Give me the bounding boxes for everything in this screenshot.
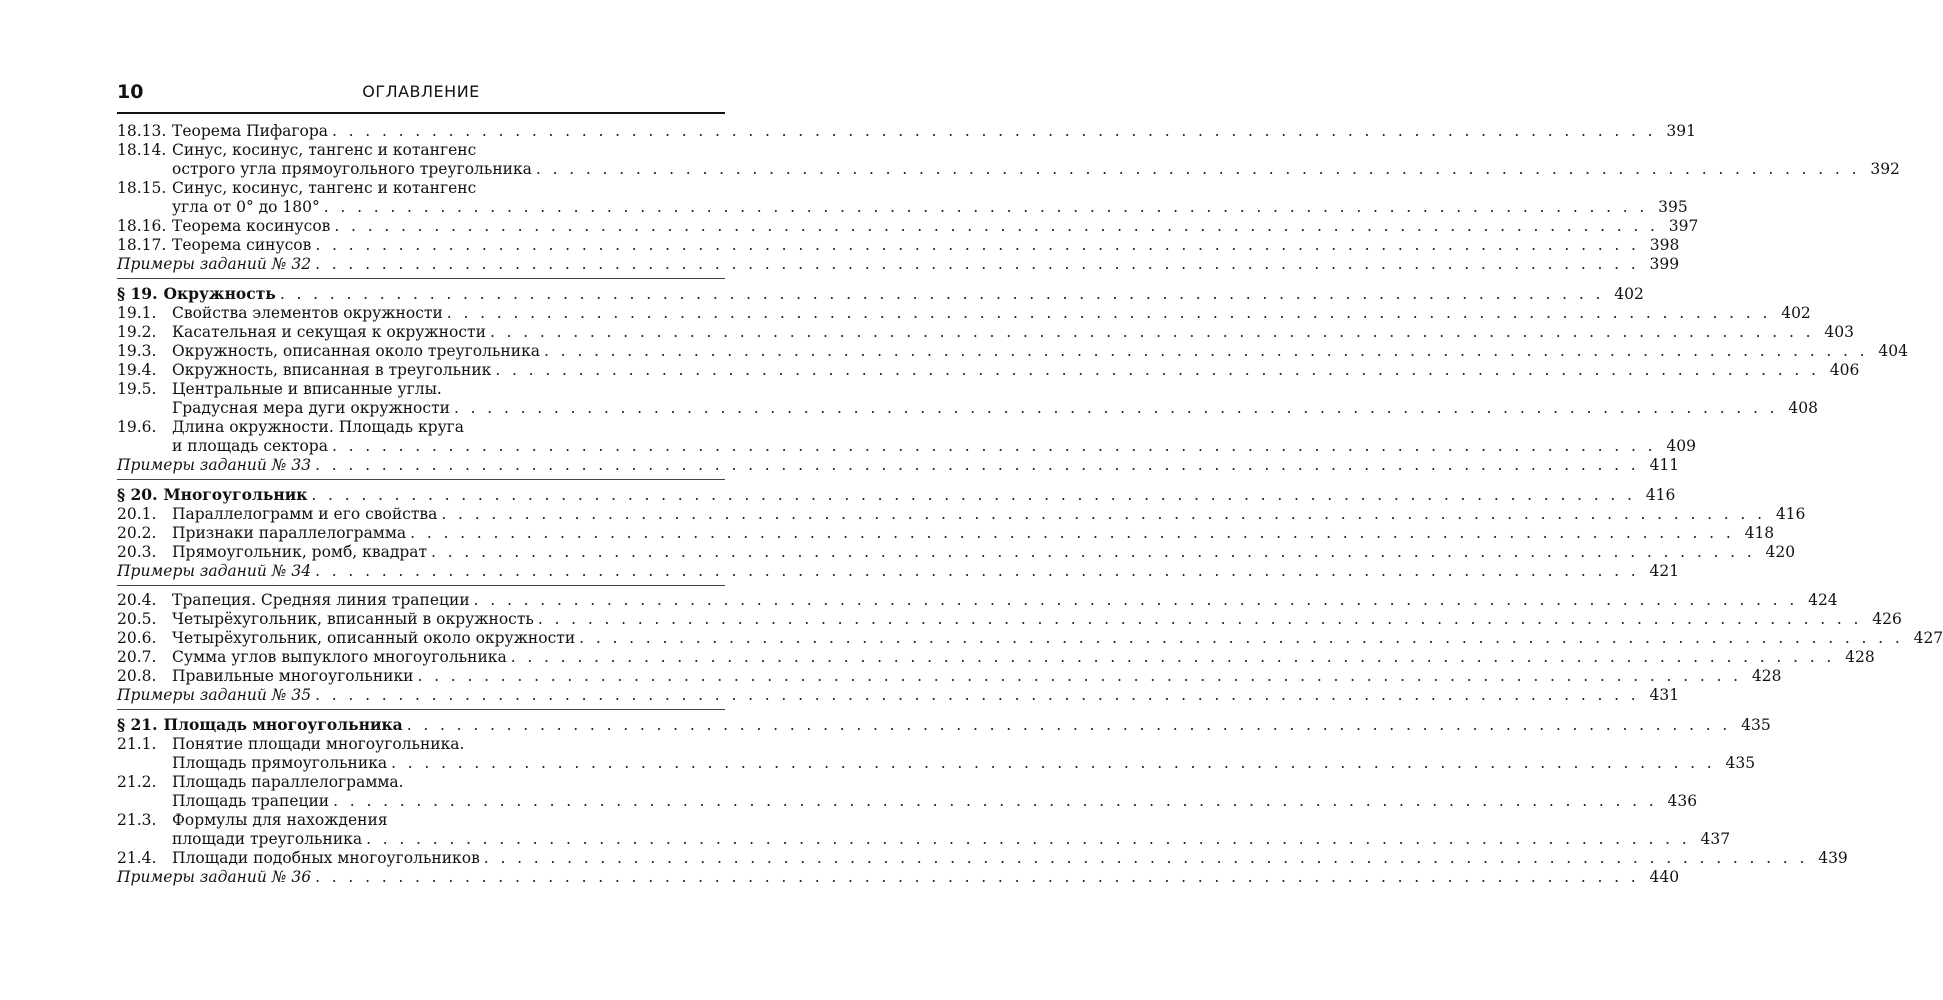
page-header: [117, 80, 725, 106]
dot-leader: . . . . . . . . . . . . . . . . . . . . . . . . . . . . . . . . . . . . . . . . . . . . . . . . . . . . . . . . . . . . . . . . . . . . . . . . . . . . . . . .: [535, 160, 1860, 178]
toc-examples-entry: [117, 686, 1680, 705]
entry-number: 19.6.: [117, 418, 157, 436]
dot-leader: . . . . . . . . . . . . . . . . . . . . . . . . . . . . . . . . . . . . . . . . . . . . . . . . . . . . . . . . . . . . . . . . . . . . . . . . . . . . . . . .: [510, 648, 1835, 666]
entry-number: 19.1.: [117, 304, 157, 322]
entry-number: 21.2.: [117, 773, 157, 791]
dot-leader: . . . . . . . . . . . . . . . . . . . . . . . . . . . . . . . . . . . . . . . . . . . . . . . . . . . . . . . . . . . . . . . . . . . . . . . . . . . . . . . .: [323, 198, 1648, 216]
toc-entry: [117, 141, 1900, 179]
dot-leader: . . . . . . . . . . . . . . . . . . . . . . . . . . . . . . . . . . . . . . . . . . . . . . . . . . . . . . . . . . . . . . . . . . . . . . . . . . . . . . . .: [544, 342, 1869, 360]
entry-number: 19.5.: [117, 380, 157, 398]
entry-title-line: Понятие площади многоугольника.: [172, 735, 465, 753]
dot-leader: . . . . . . . . . . . . . . . . . . . . . . . . . . . . . . . . . . . . . . . . . . . . . . . . . . . . . . . . . . . . . . . . . . . . . . . . . . . . . . . .: [431, 543, 1756, 561]
entry-title: Площадь прямоугольника: [172, 754, 388, 772]
entry-title: Окружность, вписанная в треугольник: [172, 361, 492, 379]
dot-leader: . . . . . . . . . . . . . . . . . . . . . . . . . . . . . . . . . . . . . . . . . . . . . . . . . . . . . . . . . . . . . . . . . . . . . . . . . . . . . . . .: [334, 217, 1659, 235]
entry-title-line: Синус, косинус, тангенс и котангенс: [172, 141, 477, 159]
entry-page-number: 424: [1808, 591, 1838, 609]
entry-number: 21.3.: [117, 811, 157, 829]
toc-entry: [117, 505, 1806, 524]
entry-title: Примеры заданий № 35: [117, 686, 312, 704]
entry-number: 18.17.: [117, 236, 167, 254]
dot-leader: . . . . . . . . . . . . . . . . . . . . . . . . . . . . . . . . . . . . . . . . . . . . . . . . . . . . . . . . . . . . . . . . . . . . . . . . . . . . . . . .: [366, 830, 1691, 848]
entry-title: Прямоугольник, ромб, квадрат: [172, 543, 428, 561]
entry-title: Четырёхугольник, вписанный в окружность: [172, 610, 534, 628]
entry-number: 20.4.: [117, 591, 157, 609]
entry-number: 20.3.: [117, 543, 157, 561]
entry-number: 20.1.: [117, 505, 157, 523]
toc-group: [117, 479, 1806, 581]
toc-entry: [117, 418, 1696, 456]
entry-title: угла от 0° до 180°: [172, 198, 320, 216]
entry-title-line: Формулы для нахождения: [172, 811, 388, 829]
entry-title: Правильные многоугольники: [172, 667, 414, 685]
entry-page-number: 436: [1667, 792, 1698, 810]
toc-examples-entry: [117, 868, 1680, 887]
toc-entry: [117, 773, 1698, 811]
toc-entry: [117, 629, 1943, 648]
entry-page-number: 411: [1649, 456, 1680, 474]
entry-number: 18.14.: [117, 141, 167, 159]
toc-section-entry: [117, 284, 1644, 304]
dot-leader: . . . . . . . . . . . . . . . . . . . . . . . . . . . . . . . . . . . . . . . . . . . . . . . . . . . . . . . . . . . . . . . . . . . . . . . . . . . . . . . .: [537, 610, 1862, 628]
entry-page-number: 406: [1829, 361, 1860, 379]
dot-leader: . . . . . . . . . . . . . . . . . . . . . . . . . . . . . . . . . . . . . . . . . . . . . . . . . . . . . . . . . . . . . . . . . . . . . . . . . . . . . . . .: [579, 629, 1904, 647]
toc-entry: [117, 543, 1796, 562]
toc-entry: [117, 380, 1818, 418]
toc-entry: [117, 122, 1696, 141]
toc-entry: [117, 648, 1875, 667]
entry-number: 18.15.: [117, 179, 167, 197]
entry-page-number: 403: [1824, 323, 1854, 341]
entry-page-number: 428: [1751, 667, 1782, 685]
dot-leader: . . . . . . . . . . . . . . . . . . . . . . . . . . . . . . . . . . . . . . . . . . . . . . . . . . . . . . . . . . . . . . . . . . . . . . . . . . . . . . . .: [446, 304, 1771, 322]
entry-number: 19.2.: [117, 323, 157, 341]
toc-entry: [117, 591, 1838, 610]
toc-entry: [117, 323, 1854, 342]
entry-title: Сумма углов выпуклого многоугольника: [172, 648, 507, 666]
entry-title: Площади подобных многоугольников: [172, 849, 480, 867]
entry-page-number: 391: [1666, 122, 1696, 140]
dot-leader: . . . . . . . . . . . . . . . . . . . . . . . . . . . . . . . . . . . . . . . . . . . . . . . . . . . . . . . . . . . . . . . . . . . . . . . . . . . . . . . .: [332, 122, 1656, 140]
entry-page-number: 398: [1649, 236, 1680, 254]
entry-page-number: 427: [1913, 629, 1943, 647]
entry-number: 21.1.: [117, 735, 157, 753]
entry-title: Примеры заданий № 36: [117, 868, 312, 886]
dot-leader: . . . . . . . . . . . . . . . . . . . . . . . . . . . . . . . . . . . . . . . . . . . . . . . . . . . . . . . . . . . . . . . . . . . . . . . . . . . . . . . .: [495, 361, 1820, 379]
entry-number: 20.7.: [117, 648, 157, 666]
entry-page-number: 435: [1741, 716, 1771, 734]
toc-group: [117, 122, 1900, 274]
toc-group: [117, 585, 1943, 705]
entry-number: 21.4.: [117, 849, 157, 867]
dot-leader: . . . . . . . . . . . . . . . . . . . . . . . . . . . . . . . . . . . . . . . . . . . . . . . . . . . . . . . . . . . . . . . . . . . . . . . . . . . . . . . .: [453, 399, 1778, 417]
entry-title-line: Синус, косинус, тангенс и котангенс: [172, 179, 477, 197]
dot-leader: . . . . . . . . . . . . . . . . . . . . . . . . . . . . . . . . . . . . . . . . . . . . . . . . . . . . . . . . . . . . . . . . . . . . . . . . . . . . . . . .: [391, 754, 1716, 772]
toc-entry: [117, 304, 1811, 323]
entry-page-number: 437: [1700, 830, 1731, 848]
entry-page-number: 420: [1765, 543, 1796, 561]
entry-page-number: 399: [1649, 255, 1680, 273]
dot-leader: . . . . . . . . . . . . . . . . . . . . . . . . . . . . . . . . . . . . . . . . . . . . . . . . . . . . . . . . . . . . . . . . . . . . . . . . . . . . . . . .: [333, 792, 1658, 810]
entry-title: острого угла прямоугольного треугольника: [172, 160, 532, 178]
dot-leader: . . . . . . . . . . . . . . . . . . . . . . . . . . . . . . . . . . . . . . . . . . . . . . . . . . . . . . . . . . . . . . . . . . . . . . . . . . . . . . . .: [483, 849, 1808, 867]
header-rule: [117, 112, 725, 114]
page-number: 10: [117, 81, 144, 103]
toc-entry: [117, 849, 1848, 868]
entry-number: 20.6.: [117, 629, 157, 647]
toc-entry: [117, 735, 1756, 773]
toc-section-entry: [117, 715, 1771, 735]
table-of-contents: [117, 122, 1943, 887]
toc-entry: [117, 342, 1909, 361]
entry-title: и площадь сектора: [172, 437, 328, 455]
entry-title: Теорема косинусов: [172, 217, 331, 235]
toc-entry: [117, 610, 1902, 629]
entry-title: площади треугольника: [172, 830, 363, 848]
dot-leader: . . . . . . . . . . . . . . . . . . . . . . . . . . . . . . . . . . . . . . . . . . . . . . . . . . . . . . . . . . . . . . . . . . . . . . . . . . . . . . . .: [441, 505, 1766, 523]
entry-number: 19.3.: [117, 342, 157, 360]
entry-title: Многоугольник: [163, 485, 308, 504]
entry-page-number: 402: [1781, 304, 1811, 322]
entry-number: 20.8.: [117, 667, 157, 685]
entry-page-number: 426: [1872, 610, 1902, 628]
entry-title-line: Площадь параллелограмма.: [172, 773, 404, 791]
entry-title: Градусная мера дуги окружности: [172, 399, 450, 417]
entry-page-number: 416: [1775, 505, 1806, 523]
dot-leader: . . . . . . . . . . . . . . . . . . . . . . . . . . . . . . . . . . . . . . . . . . . . . . . . . . . . . . . . . . . . . . . . . . . . . . . . . . . . . . . .: [473, 591, 1798, 609]
dot-leader: . . . . . . . . . . . . . . . . . . . . . . . . . . . . . . . . . . . . . . . . . . . . . . . . . . . . . . . . . . . . . . . . . . . . . . . . . . . . . . . .: [406, 716, 1731, 734]
entry-title: Окружность: [163, 284, 276, 303]
toc-entry: [117, 667, 1782, 686]
toc-examples-entry: [117, 562, 1680, 581]
entry-title: Теорема Пифагора: [172, 122, 328, 140]
entry-title: Признаки параллелограмма: [172, 524, 407, 542]
entry-title: Параллелограмм и его свойства: [172, 505, 438, 523]
entry-title: Примеры заданий № 33: [117, 456, 312, 474]
dot-leader: . . . . . . . . . . . . . . . . . . . . . . . . . . . . . . . . . . . . . . . . . . . . . . . . . . . . . . . . . . . . . . . . . . . . . . . . . . . . . . . .: [331, 437, 1656, 455]
entry-page-number: 395: [1658, 198, 1688, 216]
toc-entry: [117, 811, 1731, 849]
entry-title: Свойства элементов окружности: [172, 304, 443, 322]
toc-group: [117, 709, 1848, 887]
toc-group: [117, 278, 1909, 475]
dot-leader: . . . . . . . . . . . . . . . . . . . . . . . . . . . . . . . . . . . . . . . . . . . . . . . . . . . . . . . . . . . . . . . . . . . . . . . . . . . . . . . .: [417, 667, 1742, 685]
entry-title: Трапеция. Средняя линия трапеции: [172, 591, 470, 609]
toc-entry: [117, 524, 1775, 543]
entry-title: Теорема синусов: [172, 236, 312, 254]
entry-number: § 19.: [117, 284, 158, 303]
toc-entry: [117, 361, 1860, 380]
entry-number: § 21.: [117, 715, 158, 734]
dot-leader: . . . . . . . . . . . . . . . . . . . . . . . . . . . . . . . . . . . . . . . . . . . . . . . . . . . . . . . . . . . . . . . . . . . . . . . . . . . . . . . .: [315, 562, 1640, 580]
running-title: ОГЛАВЛЕНИЕ: [362, 82, 480, 101]
toc-examples-entry: [117, 456, 1680, 475]
dot-leader: . . . . . . . . . . . . . . . . . . . . . . . . . . . . . . . . . . . . . . . . . . . . . . . . . . . . . . . . . . . . . . . . . . . . . . . . . . . . . . . .: [315, 255, 1640, 273]
toc-examples-entry: [117, 255, 1680, 274]
toc-entry: [117, 217, 1699, 236]
entry-page-number: 397: [1668, 217, 1699, 235]
entry-page-number: 421: [1649, 562, 1680, 580]
entry-page-number: 440: [1649, 868, 1680, 886]
entry-title: Примеры заданий № 32: [117, 255, 312, 273]
dot-leader: . . . . . . . . . . . . . . . . . . . . . . . . . . . . . . . . . . . . . . . . . . . . . . . . . . . . . . . . . . . . . . . . . . . . . . . . . . . . . . . .: [311, 486, 1636, 504]
entry-title: Касательная и секущая к окружности: [172, 323, 486, 341]
entry-number: 20.2.: [117, 524, 157, 542]
dot-leader: . . . . . . . . . . . . . . . . . . . . . . . . . . . . . . . . . . . . . . . . . . . . . . . . . . . . . . . . . . . . . . . . . . . . . . . . . . . . . . . .: [315, 456, 1640, 474]
toc-section-entry: [117, 485, 1676, 505]
dot-leader: . . . . . . . . . . . . . . . . . . . . . . . . . . . . . . . . . . . . . . . . . . . . . . . . . . . . . . . . . . . . . . . . . . . . . . . . . . . . . . . .: [315, 868, 1640, 886]
entry-page-number: 408: [1788, 399, 1818, 417]
entry-page-number: 431: [1649, 686, 1680, 704]
dot-leader: . . . . . . . . . . . . . . . . . . . . . . . . . . . . . . . . . . . . . . . . . . . . . . . . . . . . . . . . . . . . . . . . . . . . . . . . . . . . . . . .: [489, 323, 1814, 341]
dot-leader: . . . . . . . . . . . . . . . . . . . . . . . . . . . . . . . . . . . . . . . . . . . . . . . . . . . . . . . . . . . . . . . . . . . . . . . . . . . . . . . .: [410, 524, 1735, 542]
entry-page-number: 409: [1666, 437, 1696, 455]
entry-number: 18.13.: [117, 122, 167, 140]
entry-page-number: 428: [1845, 648, 1875, 666]
entry-number: 18.16.: [117, 217, 167, 235]
entry-page-number: 439: [1818, 849, 1848, 867]
entry-page-number: 416: [1645, 486, 1676, 504]
entry-title-line: Длина окружности. Площадь круга: [172, 418, 465, 436]
entry-page-number: 402: [1614, 285, 1644, 303]
dot-leader: . . . . . . . . . . . . . . . . . . . . . . . . . . . . . . . . . . . . . . . . . . . . . . . . . . . . . . . . . . . . . . . . . . . . . . . . . . . . . . . .: [279, 285, 1604, 303]
toc-entry: [117, 179, 1688, 217]
dot-leader: . . . . . . . . . . . . . . . . . . . . . . . . . . . . . . . . . . . . . . . . . . . . . . . . . . . . . . . . . . . . . . . . . . . . . . . . . . . . . . . .: [315, 686, 1640, 704]
entry-page-number: 418: [1744, 524, 1775, 542]
entry-title: Четырёхугольник, описанный около окружности: [172, 629, 576, 647]
entry-number: 19.4.: [117, 361, 157, 379]
entry-title: Примеры заданий № 34: [117, 562, 312, 580]
entry-page-number: 435: [1725, 754, 1756, 772]
entry-title: Окружность, описанная около треугольника: [172, 342, 541, 360]
toc-entry: [117, 236, 1680, 255]
dot-leader: . . . . . . . . . . . . . . . . . . . . . . . . . . . . . . . . . . . . . . . . . . . . . . . . . . . . . . . . . . . . . . . . . . . . . . . . . . . . . . . .: [315, 236, 1640, 254]
entry-title-line: Центральные и вписанные углы.: [172, 380, 442, 398]
entry-page-number: 392: [1870, 160, 1900, 178]
entry-page-number: 404: [1878, 342, 1909, 360]
entry-title: Площадь трапеции: [172, 792, 330, 810]
entry-title: Площадь многоугольника: [163, 715, 403, 734]
entry-number: 20.5.: [117, 610, 157, 628]
entry-number: § 20.: [117, 485, 158, 504]
